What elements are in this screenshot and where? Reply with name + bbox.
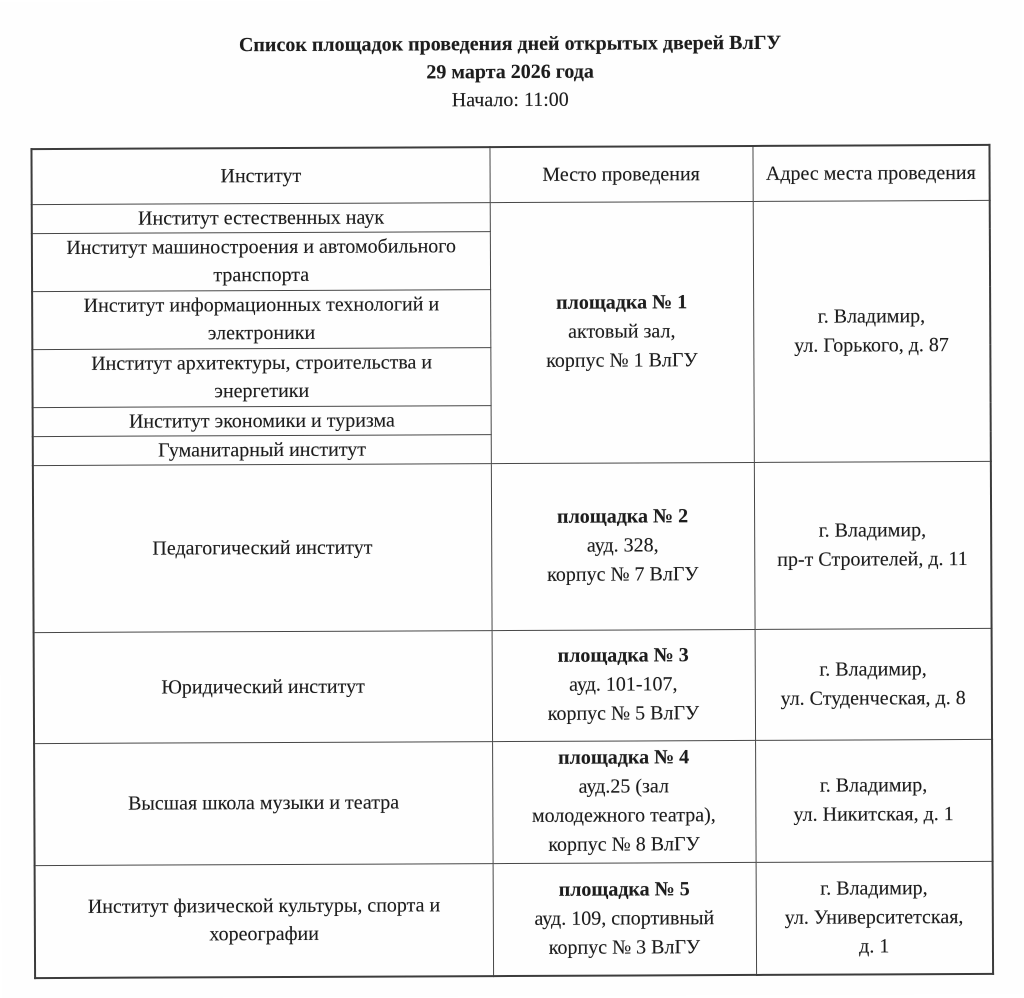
title-block <box>0 28 1022 116</box>
venue-line: ауд. 109, спортивный <box>534 906 715 930</box>
venue-cell <box>491 462 755 630</box>
header-institute: Институт <box>31 147 489 204</box>
document-title: Список площадок проведения дней открытых дверей ВлГУ <box>238 31 782 57</box>
venue-cell <box>492 740 756 863</box>
venue-line: молодежного театра), <box>531 804 716 827</box>
venue-line: корпус № 5 ВлГУ <box>547 702 700 725</box>
institute-cell: Педагогический институт <box>33 463 492 632</box>
institute-cell: Институт экономики и туризма <box>33 405 491 436</box>
venue-number: площадка № 2 <box>556 505 689 528</box>
document-date: 29 марта 2026 года <box>426 60 594 84</box>
venue-line: корпус № 7 ВлГУ <box>547 563 699 586</box>
document-start-time: Начало: 11:00 <box>451 88 569 112</box>
venue-cell <box>493 862 756 976</box>
venue-line: корпус № 8 ВлГУ <box>548 833 700 856</box>
venue-number: площадка № 5 <box>558 877 690 901</box>
address-line: г. Владимир, <box>818 518 927 542</box>
table-row <box>35 861 993 978</box>
address-cell <box>754 461 992 629</box>
header-venue: Место проведения <box>489 146 752 202</box>
table-row <box>33 461 992 632</box>
address-line: г. Владимир, <box>819 774 928 797</box>
institute-cell: Юридический институт <box>34 630 492 743</box>
address-cell <box>755 628 992 740</box>
institute-cell: Институт архитектуры, строительства и энергетики <box>32 347 490 407</box>
address-line: г. Владимир, <box>819 657 927 681</box>
venue-number: площадка № 4 <box>558 746 690 769</box>
institute-cell: Высшая школа музыки и театра <box>34 741 493 865</box>
address-line: ул. Горького, д. 87 <box>794 333 949 357</box>
table-header-row <box>31 145 989 204</box>
address-line: г. Владимир, <box>817 304 926 328</box>
address-cell <box>753 200 991 462</box>
address-line: ул. Университетская, <box>784 905 964 929</box>
table-row <box>32 200 990 233</box>
institute-cell: Институт физической культуры, спорта и хореографии <box>35 863 493 978</box>
venue-line: актовый зал, <box>568 320 676 343</box>
institute-cell: Институт естественных наук <box>32 202 490 233</box>
venue-line: корпус № 3 ВлГУ <box>548 935 701 959</box>
venue-number: площадка № 3 <box>557 644 689 667</box>
table-row <box>34 739 993 865</box>
address-line: пр-т Строителей, д. 11 <box>777 547 968 571</box>
venue-line: ауд. 328, <box>586 534 659 557</box>
venue-line: корпус № 1 ВлГУ <box>546 349 698 372</box>
venue-number: площадка № 1 <box>556 291 688 314</box>
address-line: д. 1 <box>859 935 890 958</box>
institute-cell: Институт информационных технологий и электроники <box>32 289 490 349</box>
address-cell <box>756 861 993 975</box>
address-line: ул. Студенческая, д. 8 <box>780 686 966 710</box>
address-line: ул. Никитская, д. 1 <box>793 803 954 826</box>
header-address: Адрес места проведения <box>752 145 989 201</box>
venues-table <box>30 144 994 979</box>
table-row <box>34 628 992 743</box>
address-line: г. Владимир, <box>820 876 928 900</box>
address-cell <box>755 739 993 862</box>
institute-cell: Институт машиностроения и автомобильного транспорта <box>32 231 490 291</box>
institute-cell: Гуманитарный институт <box>33 434 491 465</box>
venue-cell <box>490 201 754 463</box>
venue-line: ауд.25 (зал <box>578 775 669 798</box>
venue-line: ауд. 101-107, <box>569 673 678 696</box>
venue-cell <box>492 629 755 741</box>
